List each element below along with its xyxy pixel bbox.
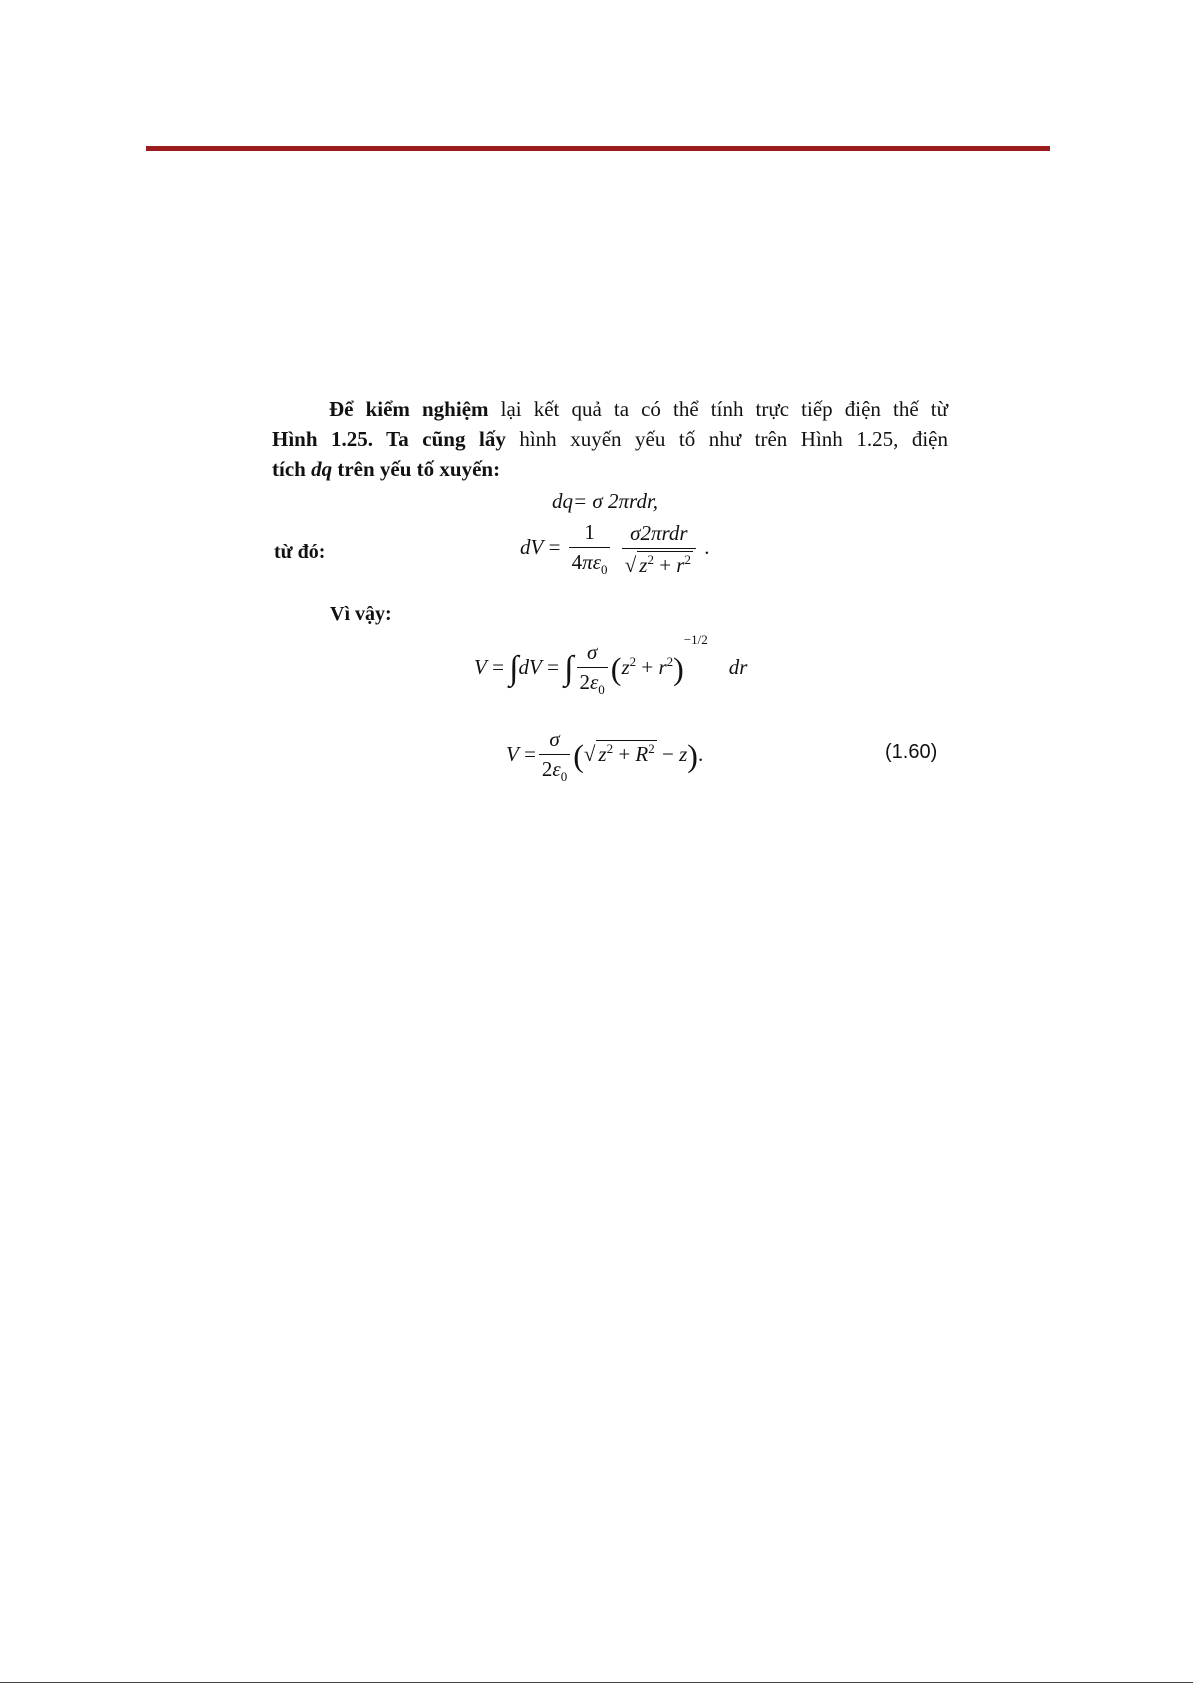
fraction-coefficient: $\frac{1}{4\pi\varepsilon_0}$ [569, 520, 611, 578]
fraction-sigma-result: $\frac{\sigma}{2\varepsilon_0}$ [539, 727, 570, 785]
equation-dV: dV = $\frac{1}{4\pi\varepsilon_0}$ $\frac{\text{σ2πrdr}}{√ z^2 + r^2}$ . [520, 520, 710, 578]
equation-number: (1.60) [885, 741, 938, 763]
paragraph-line-1: Để kiểm nghiệm lại kết quả ta có thể tính trực tiếp điện thế từ [329, 397, 948, 421]
equation-dq: dq= σ 2πrdr, [552, 489, 659, 513]
intro-paragraph [272, 394, 948, 484]
header-rule [146, 146, 1050, 151]
label-therefore: Vì vậy: [330, 603, 392, 625]
footer-rule [0, 1682, 1193, 1683]
equation-result: V = $\frac{\sigma}{2\varepsilon_0}$ (√ $z^2 + R^2 - z$). [506, 727, 704, 785]
fraction-sigma: $\frac{\sigma}{2\varepsilon_0}$ [577, 640, 608, 698]
paragraph-line-2: Hình 1.25. Ta cũng lấy hình xuyến yếu tố như trên Hình 1.25, điện [272, 427, 948, 451]
fraction-integrand: $\frac{\text{σ2πrdr}}{√ z^2 + r^2}$ [622, 521, 696, 578]
label-from: từ đó: [274, 541, 326, 563]
equation-integral: V = ∫dV = ∫ $\frac{\sigma}{2\varepsilon_0}$ $(z^2 + r^2)^{-1/2}$ dr [474, 631, 748, 698]
paragraph-line-3: tích dq trên yếu tố xuyến: [272, 457, 501, 481]
